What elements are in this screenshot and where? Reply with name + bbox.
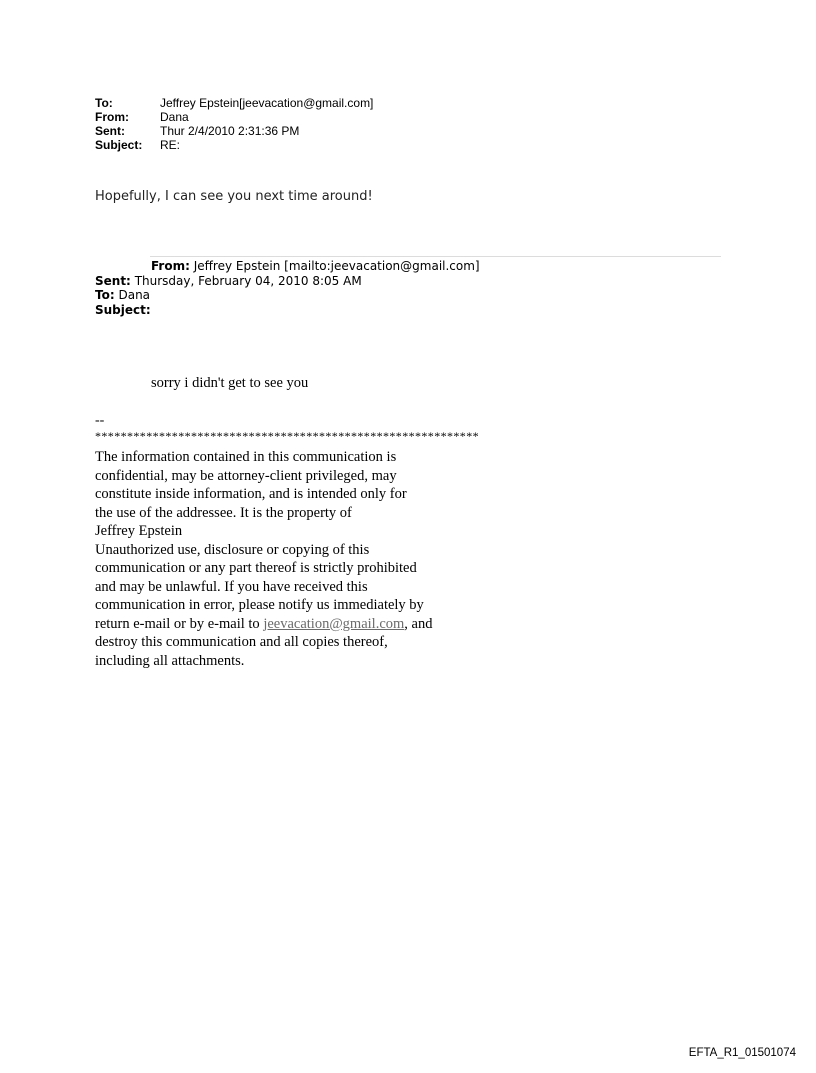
quoted-sent-label: Sent: (95, 273, 131, 288)
sent-value: Thur 2/4/2010 2:31:36 PM (160, 124, 300, 138)
disclaimer (95, 448, 495, 670)
disclaimer-link-line (95, 615, 495, 634)
subject-value: RE: (160, 138, 181, 152)
quoted-message: sorry i didn't get to see you (151, 375, 309, 391)
disclaimer-post-link: , and (404, 615, 433, 632)
disclaimer-line: and may be unlawful. If you have received this (95, 578, 368, 595)
quoted-to-label: To: (95, 288, 115, 302)
disclaimer-line: confidential, may be attorney-client privileged, may (95, 467, 397, 484)
signature-dash: -- (95, 413, 105, 428)
disclaimer-line: communication or any part thereof is strictly prohibited (95, 560, 417, 576)
from-value: Dana (160, 110, 189, 124)
header-from-row (95, 110, 373, 124)
email-header (95, 96, 373, 152)
disclaimer-line: communication in error, please notify us immediately by (95, 597, 424, 613)
email-link[interactable]: jeevacation@gmail.com (263, 615, 405, 632)
disclaimer-line: including all attachments. (95, 652, 245, 669)
quote-divider (150, 256, 721, 257)
disclaimer-line: Unauthorized use, disclosure or copying of this (95, 541, 370, 558)
from-label: From: (95, 110, 129, 124)
quoted-from-row (95, 259, 480, 274)
sent-label: Sent: (95, 124, 125, 138)
document-id: EFTA_R1_01501074 (688, 1047, 796, 1059)
quoted-subject-row (95, 303, 480, 318)
disclaimer-line: constitute inside information, and is intended only for (95, 486, 407, 502)
disclaimer-pre-link: return e-mail or by e-mail to (95, 615, 264, 632)
disclaimer-line: The information contained in this communication is (95, 449, 397, 465)
quoted-header (95, 259, 480, 317)
to-label: To: (95, 96, 113, 110)
quoted-subject-label: Subject: (95, 302, 151, 317)
disclaimer-line: destroy this communication and all copies thereof, (95, 634, 388, 650)
disclaimer-line: Jeffrey Epstein (95, 523, 183, 539)
to-value: Jeffrey Epstein[jeevacation@gmail.com] (160, 96, 374, 110)
header-subject-row (95, 138, 373, 152)
quoted-sent-row (95, 274, 480, 289)
quoted-sent-value: Thursday, February 04, 2010 8:05 AM (134, 273, 362, 288)
quoted-to-value: Dana (118, 288, 151, 302)
signature-stars: ************************************************************ (95, 429, 479, 443)
subject-label: Subject: (95, 138, 143, 152)
header-sent-row (95, 124, 373, 138)
reply-body: Hopefully, I can see you next time around! (95, 189, 373, 204)
header-to-row (95, 96, 373, 110)
quoted-from-value: Jeffrey Epstein [mailto:jeevacation@gmail.com] (193, 259, 480, 273)
quoted-to-row (95, 288, 480, 303)
quoted-from-label: From: (151, 259, 190, 273)
disclaimer-line: the use of the addressee. It is the property of (95, 504, 352, 521)
